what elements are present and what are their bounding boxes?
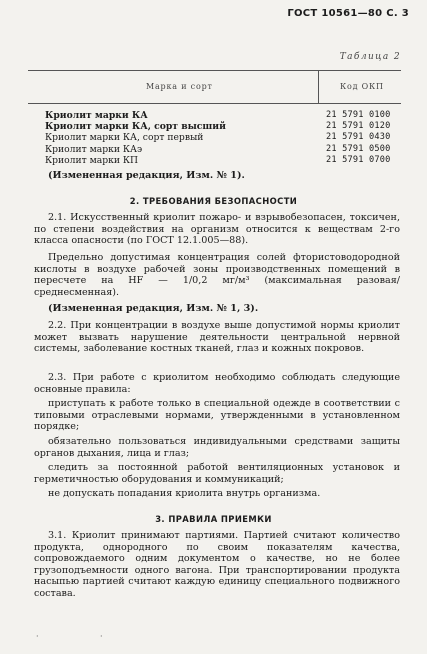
table-row-name: Криолит марки КА bbox=[45, 110, 148, 121]
paragraph-2-2: 2.2. При концентрации в воздухе выше допустимой нормы криолит может вызвать нарушение деятельности центральной нервной системы, заболевание костных тканей, глаз и кожных покровов. bbox=[34, 320, 400, 354]
table-row-name: Криолит марки КА, сорт первый bbox=[45, 132, 204, 144]
rule-ventilation: следить за постоянной работой вентиляционных установок и герметичностью оборудования и коммуникаций; bbox=[34, 462, 400, 485]
section-title-acceptance: 3. ПРАВИЛА ПРИЕМКИ bbox=[155, 514, 272, 524]
rule-protective-clothing: приступать к работе только в специальной одежде в соответствии с типовыми отраслевыми нормами, утвержденными в установленном порядке; bbox=[34, 398, 400, 432]
table-column-rule bbox=[318, 70, 319, 103]
table-top-rule bbox=[28, 70, 401, 71]
table-row-code: 21 5791 0500 bbox=[326, 143, 391, 154]
paragraph-2-3: 2.3. При работе с криолитом необходимо соблюдать следующие основные правила: bbox=[34, 372, 400, 395]
table-codes-column bbox=[326, 110, 391, 166]
page-header: ГОСТ 10561—80 С. 3 bbox=[287, 8, 409, 19]
table-row-code: 21 5791 0120 bbox=[326, 121, 391, 132]
paragraph-3-1: 3.1. Криолит принимают партиями. Партией считают количество продукта, однородного по своим показателям качества, сопровождаемого одним документом о качестве, но не более грузоподъемности одного вагона. При транспортировании продукта насыпью партией считают каждую единицу специального подвижного состава. bbox=[34, 530, 400, 599]
amendment-note-2: (Измененная редакция, Изм. № 1, 3). bbox=[48, 303, 259, 314]
scan-mark: · bbox=[100, 632, 103, 641]
table-header-grade: Марка и сорт bbox=[146, 82, 213, 91]
paragraph-2-1: 2.1. Искусственный криолит пожаро- и взрывобезопасен, токсичен, по степени воздействия на организм относится к веществам 2-го класса опасности (по ГОСТ 12.1.005—88). bbox=[34, 212, 400, 246]
table-row-name: Криолит марки КП bbox=[45, 154, 139, 166]
table-header-code: Код ОКП bbox=[340, 82, 384, 91]
table-row-code: 21 5791 0430 bbox=[326, 132, 391, 143]
paragraph-concentration: Предельно допустимая концентрация солей фтористоводородной кислоты в воздухе рабочей зоны производственных помещений в пересчете на HF — 1/0,2 мг/м³ (максимальная разовая/среднесменная). bbox=[34, 252, 400, 298]
table-label: Таблица 2 bbox=[339, 52, 401, 62]
table-row-code: 21 5791 0700 bbox=[326, 154, 391, 165]
table-row-code: 21 5791 0100 bbox=[326, 110, 391, 120]
rule-protective-equipment: обязательно пользоваться индивидуальными средствами защиты органов дыхания, лица и глаз; bbox=[34, 436, 400, 459]
table-names-column bbox=[45, 110, 226, 166]
rule-ingestion: не допускать попадания криолита внутрь организма. bbox=[48, 488, 321, 499]
scan-mark: · bbox=[36, 632, 39, 641]
table-header-rule bbox=[28, 103, 401, 104]
table-row-name: Криолит марки КАэ bbox=[45, 143, 143, 155]
table-row-name: Криолит марки КА, сорт высший bbox=[45, 121, 226, 133]
amendment-note: (Измененная редакция, Изм. № 1). bbox=[48, 170, 245, 181]
section-title-safety: 2. ТРЕБОВАНИЯ БЕЗОПАСНОСТИ bbox=[129, 196, 298, 206]
